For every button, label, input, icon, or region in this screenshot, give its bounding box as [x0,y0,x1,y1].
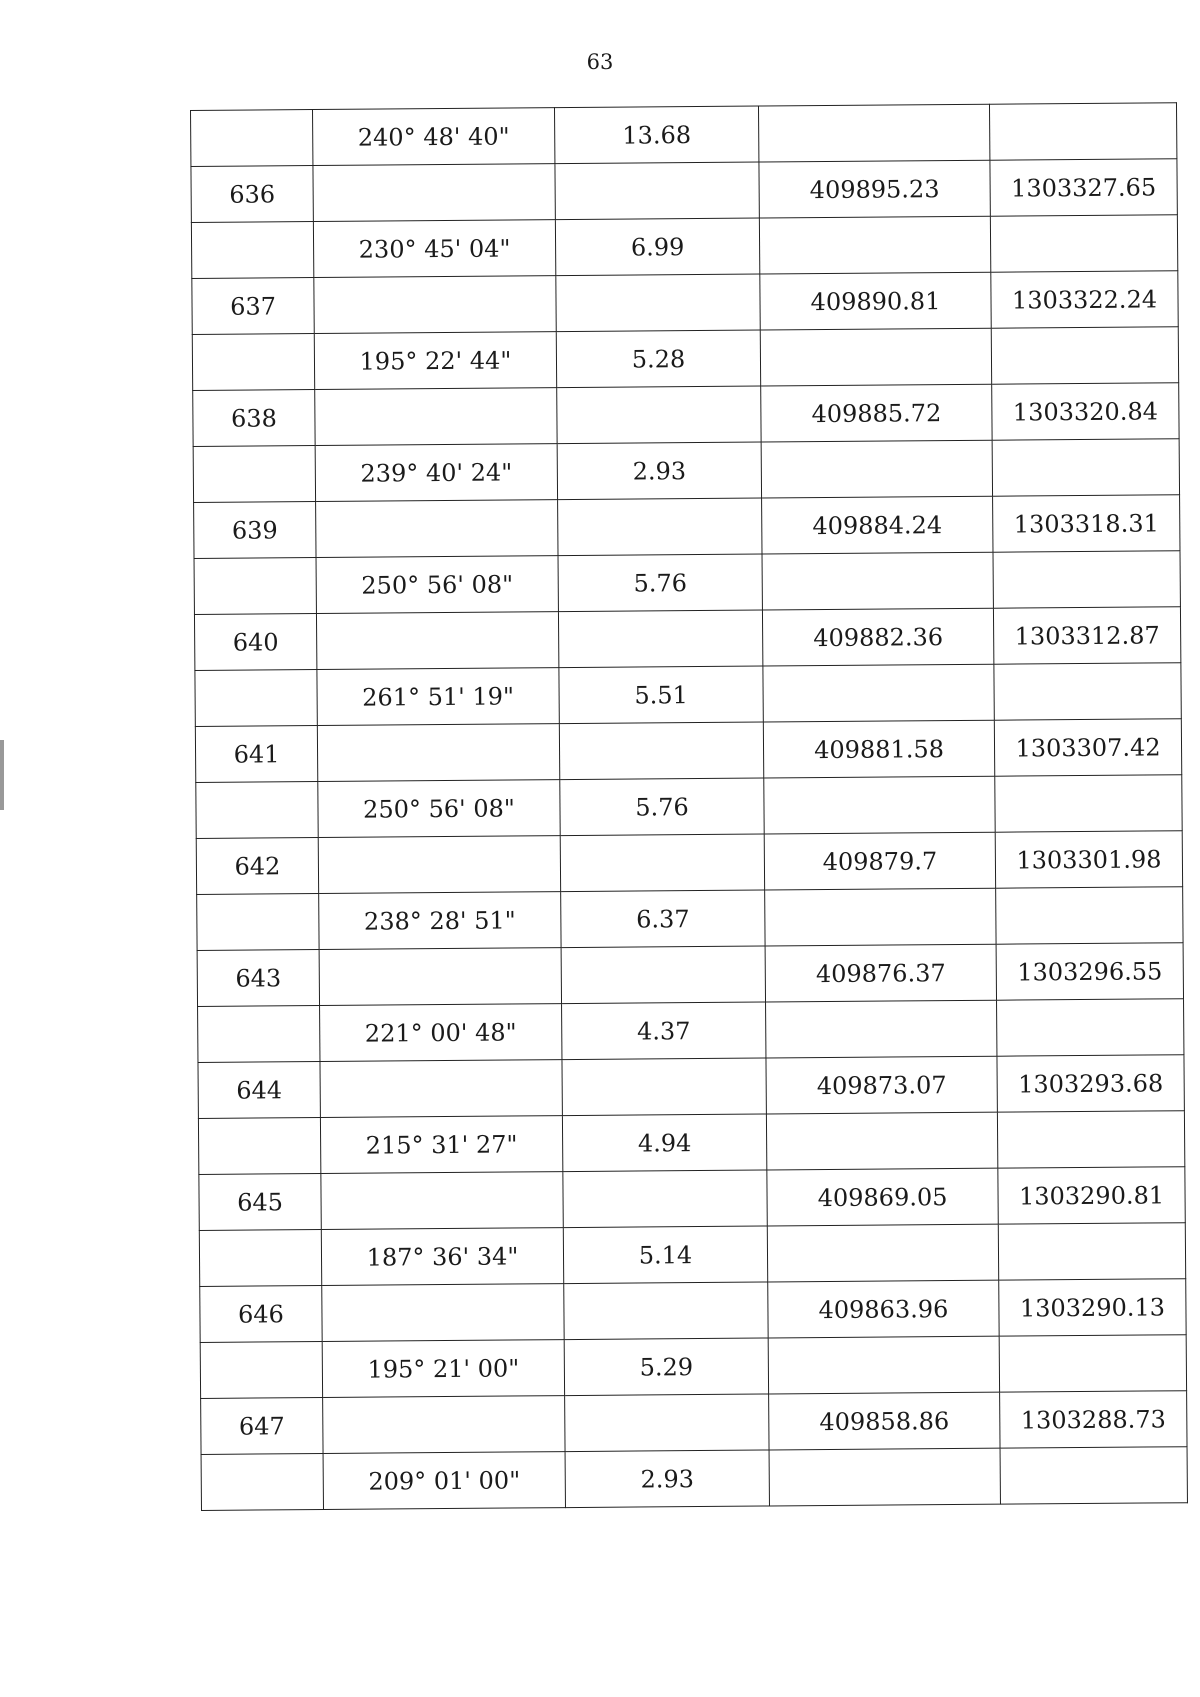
station-cell [191,222,313,279]
page-number: 63 [586,50,614,74]
distance-cell: 4.94 [562,1114,766,1172]
northing-cell: 1303293.68 [997,1055,1184,1112]
table-row [191,215,1177,279]
northing-cell: 1303296.55 [996,943,1183,1000]
bearing-cell [320,1060,562,1118]
table-row [196,775,1182,839]
northing-cell: 1303320.84 [992,383,1179,440]
easting-cell: 409884.24 [762,496,993,554]
station-cell: 638 [193,390,315,447]
station-cell: 645 [199,1174,321,1231]
distance-cell: 13.68 [554,106,758,164]
bearing-cell [313,164,555,222]
easting-cell [764,776,995,834]
table-row [194,551,1180,615]
bearing-cell [315,388,557,446]
bearing-cell: 195° 22' 44" [314,332,556,390]
northing-cell [993,551,1180,608]
easting-cell: 409876.37 [765,944,996,1002]
easting-cell: 409858.86 [769,1392,1000,1450]
easting-cell [766,1112,997,1170]
scan-edge-mark [0,740,4,810]
northing-cell: 1303322.24 [991,271,1178,328]
easting-cell [762,552,993,610]
northing-cell: 1303290.81 [998,1167,1185,1224]
table-row [194,607,1180,671]
northing-cell [992,439,1179,496]
easting-cell [768,1336,999,1394]
easting-cell: 409881.58 [763,720,994,778]
table-row [201,1391,1187,1455]
northing-cell [991,327,1178,384]
bearing-cell: 221° 00' 48" [320,1004,562,1062]
northing-cell [996,887,1183,944]
northing-cell [999,1335,1186,1392]
distance-cell: 6.99 [555,218,759,276]
table-row [199,1223,1185,1287]
station-cell: 640 [194,614,316,671]
table-row [194,495,1180,559]
station-cell: 639 [194,502,316,559]
distance-cell [564,1282,768,1340]
bearing-cell [322,1284,564,1342]
easting-cell: 409882.36 [762,608,993,666]
bearing-cell: 239° 40' 24" [315,444,557,502]
bearing-cell [317,724,559,782]
table-row [197,887,1183,951]
table-row [198,1111,1184,1175]
distance-cell: 2.93 [557,442,761,500]
northing-cell [989,103,1176,160]
easting-cell [759,216,990,274]
station-cell [191,110,313,167]
distance-cell [558,610,762,668]
distance-cell: 5.76 [558,554,762,612]
bearing-cell [321,1172,563,1230]
station-cell [194,558,316,615]
easting-cell: 409885.72 [761,384,992,442]
distance-cell [563,1170,767,1228]
easting-cell [765,888,996,946]
table-row [200,1335,1186,1399]
easting-cell [769,1448,1000,1506]
bearing-cell: 238° 28' 51" [319,892,561,950]
table-row [191,103,1177,167]
table-row [191,159,1177,223]
distance-cell: 5.14 [563,1226,767,1284]
distance-cell: 5.51 [559,666,763,724]
easting-cell [763,664,994,722]
northing-cell [990,215,1177,272]
bearing-cell [316,612,558,670]
station-cell: 643 [197,950,319,1007]
traverse-table-body [191,103,1188,1511]
distance-cell [559,722,763,780]
easting-cell: 409869.05 [767,1168,998,1226]
northing-cell: 1303312.87 [993,607,1180,664]
northing-cell: 1303290.13 [999,1279,1186,1336]
bearing-cell: 195° 21' 00" [322,1340,564,1398]
table-row [196,831,1182,895]
distance-cell [561,946,765,1004]
table-row [192,271,1178,335]
bearing-cell: 261° 51' 19" [317,668,559,726]
easting-cell: 409879.7 [764,832,995,890]
bearing-cell: 240° 48' 40" [313,108,555,166]
bearing-cell [319,948,561,1006]
easting-cell [767,1224,998,1282]
northing-cell [994,663,1181,720]
station-cell: 646 [200,1286,322,1343]
station-cell [198,1006,320,1063]
distance-cell: 5.76 [560,778,764,836]
bearing-cell: 187° 36' 34" [321,1228,563,1286]
distance-cell: 2.93 [565,1450,769,1508]
table-row [199,1167,1185,1231]
distance-cell [558,498,762,556]
distance-cell: 5.28 [556,330,760,388]
table-row [200,1279,1186,1343]
station-cell [198,1118,320,1175]
station-cell: 636 [191,166,313,223]
northing-cell: 1303318.31 [993,495,1180,552]
northing-cell: 1303288.73 [1000,1391,1187,1448]
distance-cell [562,1058,766,1116]
easting-cell: 409863.96 [768,1280,999,1338]
bearing-cell [314,276,556,334]
easting-cell [758,104,989,162]
table-row [192,327,1178,391]
distance-cell [556,274,760,332]
table-row [195,719,1181,783]
distance-cell [557,386,761,444]
bearing-cell: 230° 45' 04" [313,220,555,278]
table-row [198,1055,1184,1119]
station-cell: 637 [192,278,314,335]
station-cell [201,1453,323,1510]
bearing-cell [318,836,560,894]
easting-cell [766,1000,997,1058]
traverse-table [190,102,1188,1511]
station-cell: 641 [195,726,317,783]
bearing-cell [316,500,558,558]
distance-cell [560,834,764,892]
northing-cell: 1303301.98 [995,831,1182,888]
bearing-cell: 250° 56' 08" [316,556,558,614]
easting-cell: 409873.07 [766,1056,997,1114]
table-row [198,999,1184,1063]
bearing-cell [323,1396,565,1454]
distance-cell [555,162,759,220]
northing-cell [1000,1447,1187,1504]
station-cell [192,334,314,391]
table-row [197,943,1183,1007]
table-row [193,439,1179,503]
distance-cell: 6.37 [561,890,765,948]
station-cell: 644 [198,1062,320,1119]
distance-cell: 5.29 [564,1338,768,1396]
easting-cell: 409890.81 [760,272,991,330]
station-cell [199,1230,321,1287]
station-cell [195,670,317,727]
station-cell: 642 [196,838,318,895]
station-cell [196,782,318,839]
table-row [195,663,1181,727]
station-cell [200,1341,322,1398]
easting-cell [761,440,992,498]
northing-cell: 1303307.42 [994,719,1181,776]
bearing-cell: 250° 56' 08" [318,780,560,838]
station-cell: 647 [201,1397,323,1454]
northing-cell: 1303327.65 [990,159,1177,216]
northing-cell [995,775,1182,832]
table-row [193,383,1179,447]
northing-cell [997,999,1184,1056]
northing-cell [998,1223,1185,1280]
northing-cell [997,1111,1184,1168]
distance-cell: 4.37 [562,1002,766,1060]
bearing-cell: 215° 31' 27" [320,1116,562,1174]
bearing-cell: 209° 01' 00" [323,1452,565,1510]
distance-cell [565,1394,769,1452]
table-row [201,1447,1187,1511]
traverse-table-container [190,103,1166,1511]
easting-cell: 409895.23 [759,160,990,218]
station-cell [193,446,315,503]
easting-cell [760,328,991,386]
station-cell [197,894,319,951]
